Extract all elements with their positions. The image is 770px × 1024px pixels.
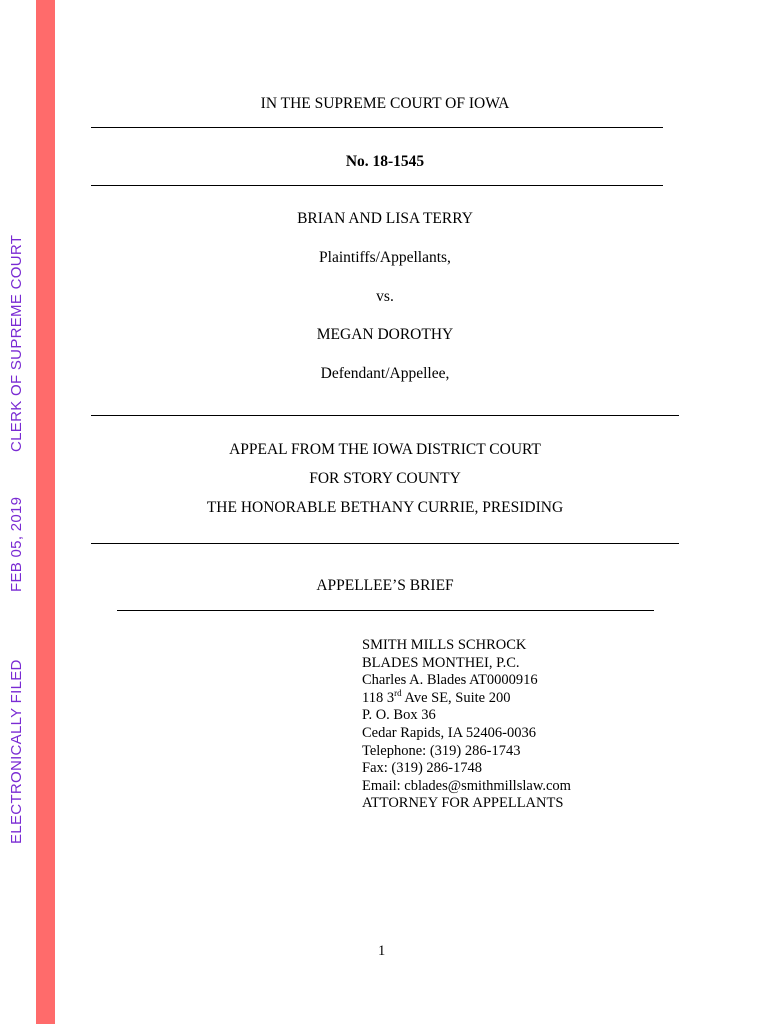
defendant-name: MEGAN DOROTHY [316,326,454,343]
firm-name-line-2: BLADES MONTHEI, P.C. [362,654,520,671]
plaintiffs-role: Plaintiffs/Appellants, [319,249,451,266]
street-address: 118 3rd Ave SE, Suite 200 [362,687,511,706]
city-state-zip: Cedar Rapids, IA 52406-0036 [362,724,536,741]
plaintiffs-name: BRIAN AND LISA TERRY [297,210,473,227]
attorney-name: Charles A. Blades AT0000916 [362,672,538,689]
attorney-role: ATTORNEY FOR APPELLANTS [362,795,564,812]
caption-rule-2 [91,185,663,186]
appeal-line-3: THE HONORABLE BETHANY CURRIE, PRESIDING [206,499,564,516]
versus-text: vs. [376,288,394,305]
brief-title: APPELLEE’S BRIEF [316,577,454,594]
attorney-block [362,637,571,813]
filing-margin-stripe [36,0,55,1024]
fax: Fax: (319) 286-1748 [362,760,483,777]
page-number: 1 [378,943,386,959]
defendant-role: Defendant/Appellee, [320,365,450,382]
electronically-filed-stamp: ELECTRONICALLY FILED [8,659,25,844]
email: Email: cblades@smithmillslaw.com [362,777,571,794]
case-number: No. 18-1545 [345,153,425,170]
firm-name-line-1: SMITH MILLS SCHROCK [362,637,527,653]
clerk-stamp-text: CLERK OF SUPREME COURT [8,234,25,452]
caption-rule-1 [91,127,663,128]
court-name: IN THE SUPREME COURT OF IOWA [260,95,510,112]
caption-rule-5 [117,610,654,611]
po-box: P. O. Box 36 [362,707,436,724]
appeal-line-1: APPEAL FROM THE IOWA DISTRICT COURT [229,441,541,458]
filing-date-stamp: FEB 05, 2019 [8,496,25,592]
caption-rule-4 [91,543,679,544]
caption-rule-3 [91,415,679,416]
filing-stamp [0,0,34,1024]
telephone: Telephone: (319) 286-1743 [362,742,521,759]
appeal-line-2: FOR STORY COUNTY [309,470,461,487]
